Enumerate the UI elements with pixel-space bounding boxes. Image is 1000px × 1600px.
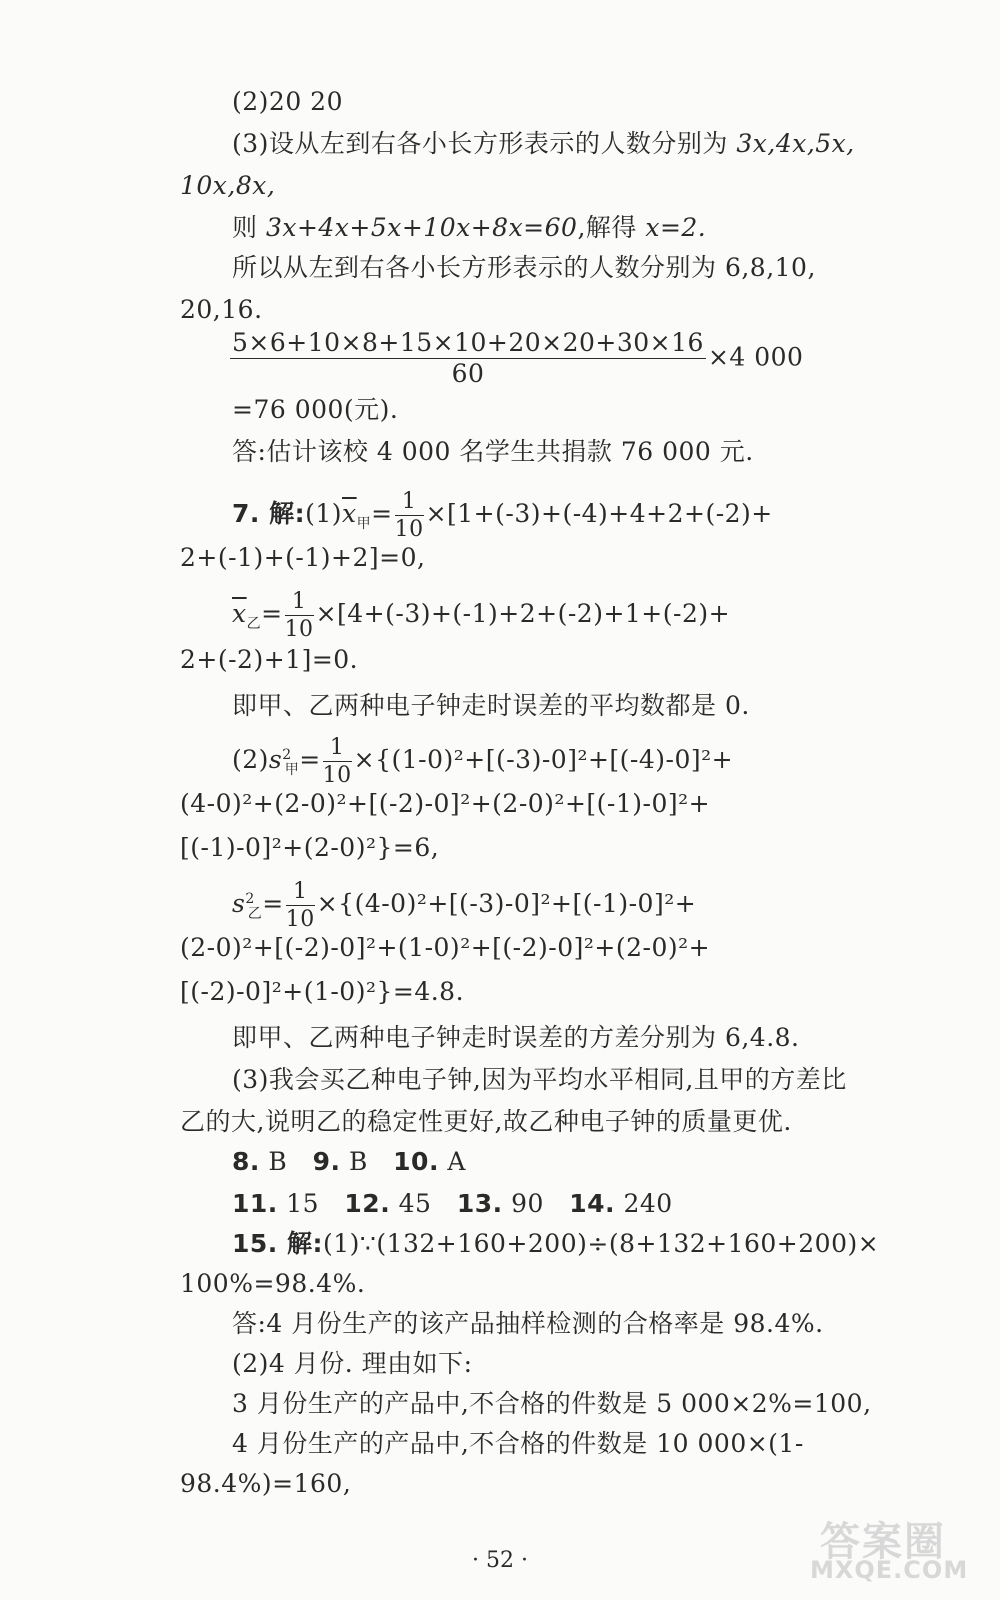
line-q15-1: 15. 解:(1)∵(132+160+200)÷(8+132+160+200)× xyxy=(232,1229,880,1258)
one-tenth-fraction: $\frac{1}{10}$ xyxy=(284,589,314,643)
watermark-logo: 答案圈 MXQE.COM xyxy=(810,1519,969,1584)
line-q7-var-yi-cont2: [(-2)-0]²+(1-0)²}=4.8. xyxy=(180,977,465,1006)
line-q11-14: 11. 15 12. 45 13. 90 14. 240 xyxy=(232,1189,673,1218)
line-q8-10: 8. B 9. B 10. A xyxy=(232,1147,466,1176)
line-q7-var-yi: $s^2_乙=$ $\frac{1}{10}$ ×{(4-0)²+[(-3)-0]²+[(-1)-0]²+ xyxy=(232,879,697,933)
line-q15-1-cont: 100%=98.4%. xyxy=(180,1269,366,1298)
line-q15-april-cont: 98.4%)=160, xyxy=(180,1469,352,1498)
donation-fraction: $\frac{5\times 6+10\times 8+15\times 10+20\times 20+30\times 16}{60}$ xyxy=(232,328,704,389)
line-q7-var-conclusion: 即甲、乙两种电子钟走时误差的方差分别为 6,4.8. xyxy=(232,1023,800,1052)
line-q7-mean-yi: $\overline{x}_乙=$ $\frac{1}{10}$ ×[4+(-3)+(-1)+2+(-2)+1+(-2)+ xyxy=(232,589,731,643)
line-q6-2: (2)20 20 xyxy=(232,87,343,116)
line-q6-counts: 所以从左到右各小长方形表示的人数分别为 6,8,10, xyxy=(232,253,816,282)
line-q7-var-jia-cont1: (4-0)²+(2-0)²+[(-2)-0]²+(2-0)²+[(-1)-0]²+ xyxy=(180,789,711,818)
line-q6-3-cont: 10x,8x, xyxy=(180,171,276,200)
line-q6-answer: 答:估计该校 4 000 名学生共捐款 76 000 元. xyxy=(232,437,754,466)
line-q6-counts-cont: 20,16. xyxy=(180,295,263,324)
page-number: · 52 · xyxy=(472,1548,528,1573)
line-q7-mean-yi-cont: 2+(-2)+1]=0. xyxy=(180,645,359,674)
line-q7-var-jia-cont2: [(-1)-0]²+(2-0)²}=6, xyxy=(180,833,440,862)
line-q7-mean-conclusion: 即甲、乙两种电子钟走时误差的平均数都是 0. xyxy=(232,691,750,720)
line-q7-var-jia: $(2)s^2_甲=$ $\frac{1}{10}$ ×{(1-0)²+[(-3)-0]²+[(-4)-0]²+ xyxy=(232,735,734,789)
one-tenth-fraction: $\frac{1}{10}$ xyxy=(285,879,315,933)
line-q15-answer: 答:4 月份生产的该产品抽样检测的合格率是 98.4%. xyxy=(232,1309,824,1338)
line-q15-2: (2)4 月份. 理由如下: xyxy=(232,1349,473,1378)
one-tenth-fraction: $\frac{1}{10}$ xyxy=(394,489,424,543)
line-q7-3: (3)我会买乙种电子钟,因为平均水平相同,且甲的方差比 xyxy=(232,1065,847,1094)
line-q7-3-cont: 乙的大,说明乙的稳定性更好,故乙种电子钟的质量更优. xyxy=(180,1107,792,1136)
line-q7-mean-jia: 7. 解$:(1)\overline{x}_甲=$ $\frac{1}{10}$ ×[1+(-3)+(-4)+4+2+(-2)+ xyxy=(232,489,773,543)
one-tenth-fraction: $\frac{1}{10}$ xyxy=(322,735,352,789)
line-q6-equation: 则 3x+4x+5x+10x+8x=60,解得 x=2. xyxy=(232,213,707,242)
line-q15-april: 4 月份生产的产品中,不合格的件数是 10 000×(1- xyxy=(232,1429,804,1458)
line-q15-march: 3 月份生产的产品中,不合格的件数是 5 000×2%=100, xyxy=(232,1389,872,1418)
line-q6-fraction: $\frac{5\times 6+10\times 8+15\times 10+20\times 20+30\times 16}{60}$ ×4 000 xyxy=(232,328,804,389)
line-q7-mean-jia-cont: 2+(-1)+(-1)+2]=0, xyxy=(180,543,426,572)
line-q6-result: =76 000(元). xyxy=(232,395,399,424)
line-q7-var-yi-cont1: (2-0)²+[(-2)-0]²+(1-0)²+[(-2)-0]²+(2-0)²+ xyxy=(180,933,711,962)
line-q6-3: (3)设从左到右各小长方形表示的人数分别为 3x,4x,5x, xyxy=(232,129,855,158)
